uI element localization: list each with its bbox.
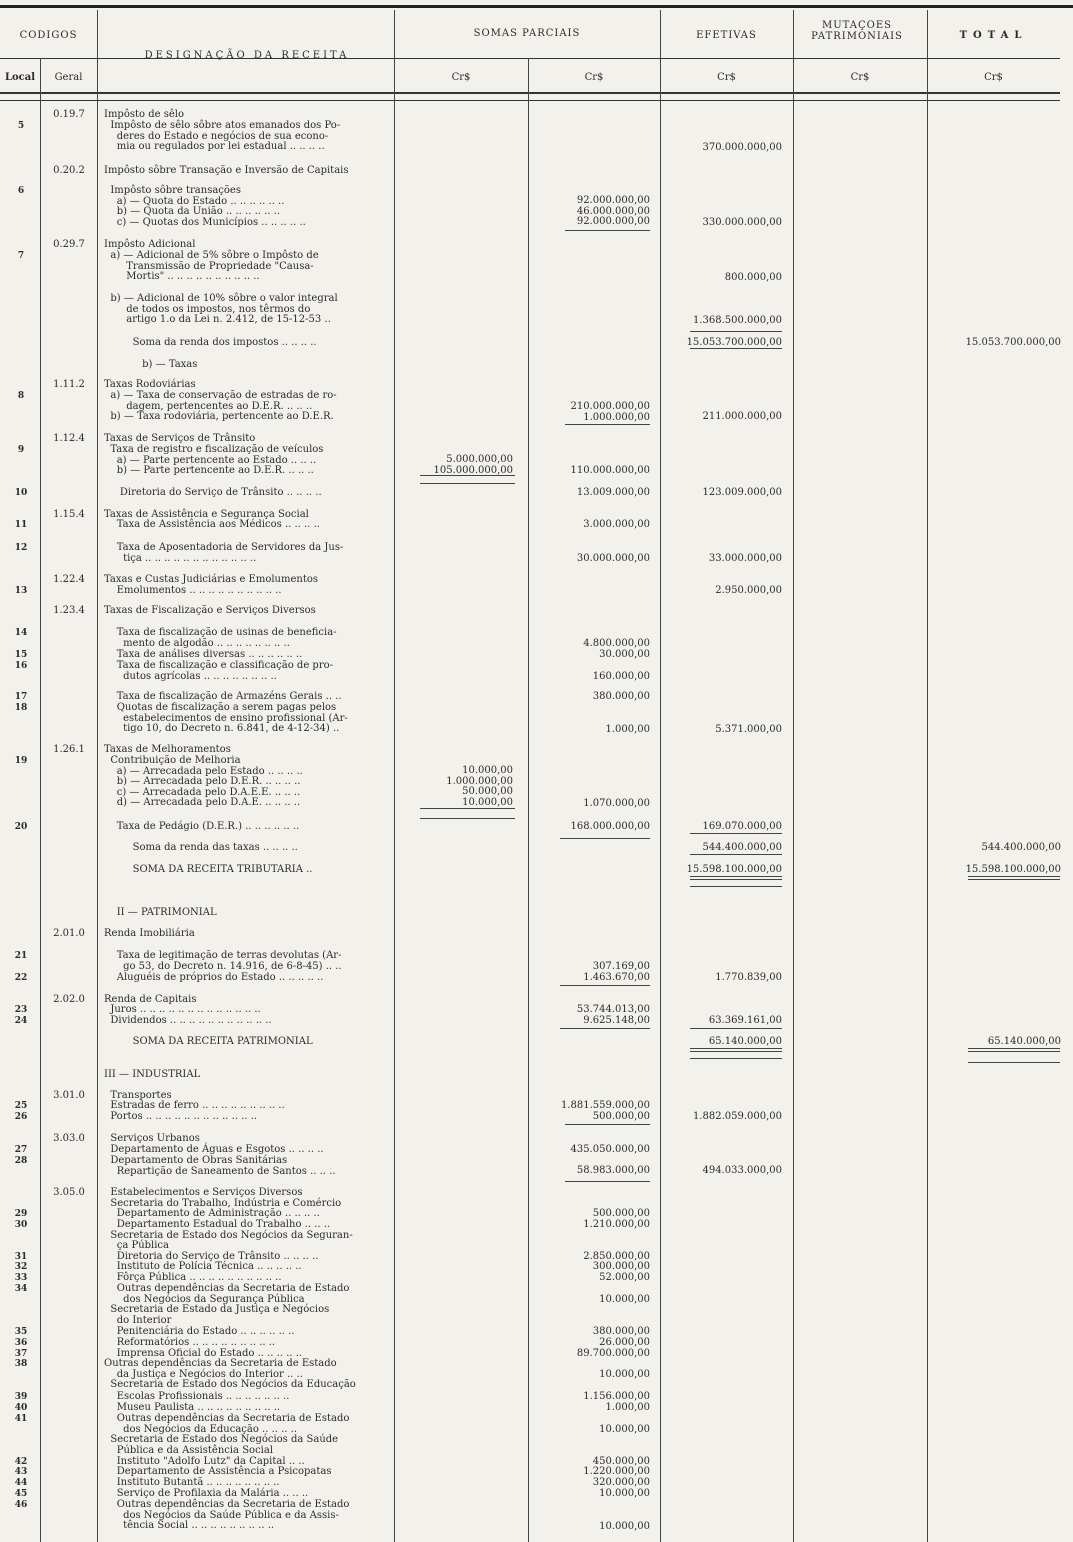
- row-local-code: 5: [17, 121, 25, 131]
- row-partial-sum-2: 52.000,00: [599, 1272, 650, 1283]
- row-partial-sum-2: 320.000,00: [592, 1477, 650, 1488]
- subtotal-rule: [565, 230, 650, 231]
- row-effective-value: 123.009.000,00: [702, 487, 782, 498]
- row-partial-sum-2: 4.800.000,00: [583, 638, 650, 649]
- subtotal-rule: [968, 1062, 1060, 1063]
- row-local-code: 22: [14, 973, 28, 983]
- header-mutacoes: MUTAÇOES PATRIMONIAIS: [811, 20, 903, 42]
- row-partial-sum-2: 380.000,00: [592, 1326, 650, 1337]
- row-local-code: 35: [14, 1327, 28, 1337]
- row-description: Taxa de Assistência aos Médicos .. .. .. ..: [104, 519, 320, 530]
- row-partial-sum-2: 26.000,00: [599, 1337, 650, 1348]
- header-somas-parciais: SOMAS PARCIAIS: [473, 28, 581, 39]
- row-local-code: 18: [14, 703, 28, 713]
- row-description: Renda Imobiliária: [104, 928, 195, 939]
- row-partial-sum-2: 1.070.000,00: [583, 798, 650, 809]
- top-border: [0, 5, 1073, 8]
- currency-label: Cr$: [850, 72, 870, 83]
- row-description: III — INDUSTRIAL: [104, 1069, 201, 1080]
- row-total-value: 65.140.000,00: [987, 1036, 1061, 1047]
- col-sep-efetivas: [793, 10, 794, 1542]
- row-local-code: 25: [14, 1101, 28, 1111]
- row-description: Outras dependências da Secretaria de Estado dos Negócios da Educação .. .. .. .. Secretaria de Estado dos Negócios da Saúde Pública e da Assistência Social: [110, 1413, 350, 1456]
- row-general-code: 1.12.4: [53, 433, 85, 444]
- row-partial-sum-2: 3.000.000,00: [583, 519, 650, 530]
- row-partial-sum-2: 500.000,00: [592, 1208, 650, 1219]
- col-sep-geral: [97, 10, 98, 1542]
- row-partial-sum-2: 450.000,00: [592, 1456, 650, 1467]
- row-partial-sum-2: 10.000,00: [599, 1424, 650, 1435]
- row-local-code: 12: [14, 543, 28, 553]
- row-description: Taxa de fiscalização e classificação de pro- dutos agrícolas .. .. .. .. .. .. .. ..: [116, 660, 333, 682]
- row-local-code: 16: [14, 661, 28, 671]
- row-description: a) — Taxa de conservação de estradas de ro- dagem, pertencentes ao D.E.R. .. .. .. b) — Taxa rodoviária, pertencente ao D.E.R.: [110, 390, 337, 422]
- row-general-code: 1.23.4: [53, 605, 85, 616]
- row-effective-value: 33.000.000,00: [708, 553, 782, 564]
- row-partial-sum-1: 5.000.000,00 105.000.000,00: [433, 454, 513, 476]
- row-description: Taxas Rodoviárias: [104, 379, 196, 390]
- col-sep-local: [40, 58, 41, 1542]
- col-sep-desc: [394, 10, 395, 1542]
- row-local-code: 19: [14, 756, 28, 766]
- row-effective-value: 15.598.100.000,00: [686, 864, 782, 875]
- row-partial-sum-2: 89.700.000,00: [576, 1348, 650, 1359]
- row-local-code: 28: [14, 1156, 28, 1166]
- row-description: b) — Taxas: [104, 359, 198, 370]
- row-partial-sum-2: 110.000.000,00: [570, 465, 650, 476]
- row-description: Escolas Profissionais .. .. .. .. .. .. ..: [104, 1391, 290, 1402]
- row-description: Portos .. .. .. .. .. .. .. .. .. .. .. ..: [104, 1111, 258, 1122]
- row-local-code: 6: [17, 186, 25, 196]
- row-description: Instituto Butantã .. .. .. .. .. .. .. ..: [104, 1477, 280, 1488]
- row-local-code: 41: [14, 1414, 28, 1424]
- row-description: Taxa de Pedágio (D.E.R.) .. .. .. .. .. ..: [104, 821, 300, 832]
- row-local-code: 15: [14, 650, 28, 660]
- row-description: Departamento de Águas e Esgotos .. .. .. ..: [104, 1144, 324, 1155]
- row-local-code: 32: [14, 1262, 28, 1272]
- row-description: Impôsto Adicional: [104, 239, 196, 250]
- row-effective-value: 544.400.000,00: [702, 842, 782, 853]
- row-partial-sum-2: 160.000,00: [592, 671, 650, 682]
- row-general-code: 2.02.0: [53, 994, 85, 1005]
- row-description: Imprensa Oficial do Estado .. .. .. .. ..: [104, 1348, 303, 1359]
- subtotal-rule: [560, 1028, 650, 1029]
- subtotal-rule: [565, 1181, 650, 1182]
- row-local-code: 20: [14, 822, 28, 832]
- row-effective-value: 1.882.059.000,00: [692, 1111, 782, 1122]
- row-partial-sum-2: 30.000.000,00: [576, 553, 650, 564]
- row-local-code: 34: [14, 1284, 28, 1294]
- row-local-code: 29: [14, 1209, 28, 1219]
- header-codigos: CODIGOS: [19, 30, 78, 41]
- row-local-code: 7: [17, 251, 25, 261]
- row-general-code: 2.01.0: [53, 928, 85, 939]
- row-description: Reformatórios .. .. .. .. .. .. .. .. ..: [104, 1337, 276, 1348]
- row-local-code: 11: [14, 520, 28, 530]
- row-local-code: 36: [14, 1338, 28, 1348]
- row-description: Taxas de Serviços de Trânsito: [104, 433, 256, 444]
- row-description: Quotas de fiscalização a serem pagas pelos estabelecimentos de ensino profissional (Ar- tigo 10, do Decreto n. 6.841, de 4-12-34) ..: [116, 702, 348, 734]
- row-local-code: 37: [14, 1349, 28, 1359]
- row-general-code: 3.03.0: [53, 1133, 85, 1144]
- row-partial-sum-2: 1.220.000,00: [583, 1466, 650, 1477]
- row-total-value: 15.053.700.000,00: [965, 337, 1061, 348]
- row-local-code: 24: [14, 1016, 28, 1026]
- row-local-code: 27: [14, 1145, 28, 1155]
- subtotal-rule: [560, 838, 650, 839]
- row-local-code: 10: [14, 488, 28, 498]
- currency-label: Cr$: [717, 72, 736, 83]
- currency-label: Cr$: [984, 72, 1003, 83]
- row-description: Serviço de Profilaxia da Malária .. .. ..: [104, 1488, 309, 1499]
- row-local-code: 14: [14, 628, 28, 638]
- row-local-code: 33: [14, 1273, 28, 1283]
- row-effective-value: 800.000,00: [724, 272, 782, 283]
- row-effective-value: 15.053.700.000,00: [686, 337, 782, 348]
- row-description: Taxa de fiscalização de usinas de beneficia- mento de algodão .. .. .. .. .. .. .. ..: [116, 627, 337, 649]
- subtotal-rule: [690, 1028, 782, 1029]
- row-description: Estradas de ferro .. .. .. .. .. .. .. .. ..: [104, 1100, 285, 1111]
- subtotal-rule: [565, 424, 650, 425]
- row-local-code: 43: [14, 1467, 28, 1477]
- row-partial-sum-2: 92.000.000,00 46.000.000,00 92.000.000,00: [576, 195, 650, 227]
- subtotal-rule: [420, 808, 515, 809]
- header-designacao: DESIGNAÇÃO DA RECEITA: [144, 50, 350, 61]
- row-effective-value: 1.770.839,00: [715, 972, 782, 983]
- row-description: Impôsto sôbre transações a) — Quota do Estado .. .. .. .. .. .. b) — Quota da União .. .. .. .. .. .. c) — Quotas dos Municípios .. .. .. .. ..: [110, 185, 306, 228]
- row-description: Soma da renda das taxas .. .. .. ..: [104, 842, 298, 853]
- row-effective-value: 330.000.000,00: [702, 217, 782, 228]
- row-general-code: 1.11.2: [53, 379, 85, 390]
- row-description: Contribuição de Melhoria a) — Arrecadada pelo Estado .. .. .. .. b) — Arrecadada pelo D.E.R. .. .. .. .. c) — Arrecadada pelo D.A.E.E. .. .. .. d) — Arrecadada pelo D.A.E. .. .. .. ..: [110, 755, 303, 808]
- row-partial-sum-2: 307.169,00 1.463.670,00: [583, 961, 650, 983]
- row-description: Soma da renda dos impostos .. .. .. ..: [104, 337, 317, 348]
- row-description: Impôsto sôbre Transação e Inversão de Capitais: [104, 165, 349, 176]
- row-local-code: 23: [14, 1005, 28, 1015]
- row-description: Renda de Capitais: [104, 994, 197, 1005]
- subtotal-rule: [690, 331, 782, 332]
- row-description: Departamento Estadual do Trabalho .. .. .. Secretaria de Estado dos Negócios da Seguran- ça Pública: [110, 1219, 353, 1251]
- row-local-code: 46: [14, 1500, 28, 1510]
- row-local-code: 8: [17, 391, 25, 401]
- row-partial-sum-2: 380.000,00: [592, 691, 650, 702]
- row-description: SOMA DA RECEITA TRIBUTARIA ..: [104, 864, 313, 875]
- row-local-code: 9: [17, 445, 25, 455]
- row-description: Taxa de fiscalização de Armazéns Gerais .. ..: [104, 691, 342, 702]
- row-description: Outras dependências da Secretaria de Estado dos Negócios da Saúde Pública e da Assis- tência Social .. .. .. .. .. .. .. .. ..: [116, 1499, 350, 1531]
- row-description: Dividendos .. .. .. .. .. .. .. .. .. .. ..: [104, 1015, 272, 1026]
- subtotal-rule: [420, 483, 515, 484]
- row-partial-sum-2: 10.000,00: [599, 1294, 650, 1305]
- row-description: Taxa de legitimação de terras devolutas (Ar- go 53, do Decreto n. 14.916, de 6-8-45) .. ..: [116, 950, 342, 972]
- header-bottom-rule: [0, 100, 1060, 101]
- row-description: a) — Adicional de 5% sôbre o Impôsto de Transmissão de Propriedade "Causa- Mortis" .. .. .. .. .. .. .. .. .. ..: [110, 250, 319, 282]
- currency-label: Cr$: [451, 72, 471, 83]
- subtotal-rule: [690, 348, 782, 349]
- col-sep-parcial: [528, 58, 529, 1542]
- row-local-code: 31: [14, 1252, 28, 1262]
- row-description: Taxa de análises diversas .. .. .. .. .. ..: [104, 649, 303, 660]
- row-effective-value: 2.950.000,00: [715, 585, 782, 596]
- row-total-value: 15.598.100.000,00: [965, 864, 1061, 875]
- row-partial-sum-2: 1.000,00: [605, 1402, 650, 1413]
- header-geral: Geral: [54, 72, 83, 83]
- row-local-code: 38: [14, 1359, 28, 1369]
- subtotal-rule: [420, 475, 515, 476]
- row-partial-sum-2: 30.000,00: [599, 649, 650, 660]
- subtotal-rule: [690, 886, 782, 887]
- row-description: Departamento de Assistência a Psicopatas: [104, 1466, 332, 1477]
- row-description: Departamento de Obras Sanitárias Repartição de Saneamento de Santos .. .. ..: [110, 1155, 336, 1177]
- subtotal-rule: [565, 1124, 650, 1125]
- subtotal-rule: [420, 818, 515, 819]
- row-local-code: 21: [14, 951, 28, 961]
- row-description: Juros .. .. .. .. .. .. .. .. .. .. .. .. ..: [104, 1004, 261, 1015]
- row-partial-sum-2: 1.156.000,00: [583, 1391, 650, 1402]
- row-general-code: 3.01.0: [53, 1090, 85, 1101]
- row-partial-sum-2: 300.000,00: [592, 1261, 650, 1272]
- row-description: Outras dependências da Secretaria de Estado da Justiça e Negócios do Interior .. .. Secretaria de Estado dos Negócios da Educação: [104, 1358, 356, 1390]
- row-description: b) — Adicional de 10% sôbre o valor integral de todos os impostos, nos têrmos do artigo 1.o da Lei n. 2.412, de 15-12-53 ..: [110, 293, 338, 325]
- subtotal-rule: [560, 985, 650, 986]
- row-effective-value: 1.368.500.000,00: [692, 315, 782, 326]
- row-description: Taxas de Assistência e Segurança Social: [104, 509, 309, 520]
- row-description: Outras dependências da Secretaria de Estado dos Negócios da Segurança Pública Secretaria de Estado da Justiça e Negócios do Interior: [110, 1283, 350, 1326]
- row-description: II — PATRIMONIAL: [104, 907, 217, 918]
- row-effective-value: 5.371.000,00: [715, 724, 782, 735]
- row-general-code: 1.15.4: [53, 509, 85, 520]
- row-effective-value: 494.033.000,00: [702, 1165, 782, 1176]
- row-general-code: 0.20.2: [53, 165, 85, 176]
- row-local-code: 42: [14, 1457, 28, 1467]
- row-effective-value: 211.000.000,00: [702, 411, 782, 422]
- row-general-code: 3.05.0: [53, 1187, 85, 1198]
- row-description: Diretoria do Serviço de Trânsito .. .. .. ..: [104, 1251, 319, 1262]
- header-local: Local: [4, 72, 36, 83]
- row-effective-value: 370.000.000,00: [702, 142, 782, 153]
- row-partial-sum-2: 10.000,00: [599, 1369, 650, 1380]
- row-partial-sum-1: 10.000,00 1.000.000,00 50.000,00 10.000,00: [446, 765, 513, 808]
- header-bottom-border: [0, 92, 1060, 94]
- row-description: Impôsto de sêlo: [104, 109, 184, 120]
- row-description: Emolumentos .. .. .. .. .. .. .. .. .. ..: [104, 585, 282, 596]
- row-description: Taxa de Aposentadoria de Servidores da Jus- tiça .. .. .. .. .. .. .. .. .. .. .. ..: [116, 542, 344, 564]
- row-local-code: 39: [14, 1392, 28, 1402]
- row-partial-sum-2: 13.009.000,00: [576, 487, 650, 498]
- row-general-code: 1.22.4: [53, 574, 85, 585]
- row-description: Serviços Urbanos: [104, 1133, 200, 1144]
- row-effective-value: 65.140.000,00: [708, 1036, 782, 1047]
- row-description: Aluguéis de próprios do Estado .. .. .. .. ..: [104, 972, 324, 983]
- row-description: Estabelecimentos e Serviços Diversos Secretaria do Trabalho, Indústria e Comércio: [110, 1187, 342, 1209]
- row-description: SOMA DA RECEITA PATRIMONIAL: [104, 1036, 313, 1047]
- row-local-code: 13: [14, 586, 28, 596]
- row-partial-sum-2: 1.000,00: [605, 724, 650, 735]
- row-description: Transportes: [104, 1090, 172, 1101]
- total-double-rule: [968, 1048, 1060, 1052]
- row-partial-sum-2: 435.050.000,00: [570, 1144, 650, 1155]
- row-description: Instituto "Adolfo Lutz" da Capital .. ..: [104, 1456, 305, 1467]
- header-efetivas: EFETIVAS: [696, 30, 757, 41]
- row-partial-sum-2: 58.983.000,00: [576, 1165, 650, 1176]
- row-description: Taxa de registro e fiscalização de veículos a) — Parte pertencente ao Estado .. .. .. b) — Parte pertencente ao D.E.R. .. .. ..: [110, 444, 324, 476]
- row-local-code: 17: [14, 692, 28, 702]
- row-total-value: 544.400.000,00: [981, 842, 1061, 853]
- row-local-code: 44: [14, 1478, 28, 1488]
- total-double-rule: [690, 876, 782, 880]
- row-description: Penitenciária do Estado .. .. .. .. .. ..: [104, 1326, 295, 1337]
- row-partial-sum-2: 210.000.000,00 1.000.000,00: [570, 401, 650, 423]
- col-sep-somas: [660, 10, 661, 1542]
- row-partial-sum-2: 2.850.000,00: [583, 1251, 650, 1262]
- row-description: Museu Paulista .. .. .. .. .. .. .. .. ..: [104, 1402, 281, 1413]
- subtotal-rule: [690, 833, 782, 834]
- header-total: TOTAL: [959, 30, 1028, 41]
- row-description: Fôrça Pública .. .. .. .. .. .. .. .. .. ..: [104, 1272, 282, 1283]
- row-partial-sum-2: 10.000,00: [599, 1521, 650, 1532]
- row-partial-sum-2: 1.881.559.000,00 500.000,00: [560, 1100, 650, 1122]
- currency-label: Cr$: [584, 72, 604, 83]
- row-effective-value: 63.369.161,00: [708, 1015, 782, 1026]
- total-double-rule: [690, 1048, 782, 1052]
- total-double-rule: [968, 876, 1060, 880]
- row-description: Taxas de Fiscalização e Serviços Diversos: [104, 605, 316, 616]
- row-local-code: 30: [14, 1220, 28, 1230]
- row-partial-sum-2: 168.000.000,00: [570, 821, 650, 832]
- subtotal-rule: [690, 1058, 782, 1059]
- row-description: Taxas de Melhoramentos: [104, 744, 231, 755]
- row-description: Taxas e Custas Judiciárias e Emolumentos: [104, 574, 318, 585]
- row-local-code: 26: [14, 1112, 28, 1122]
- row-description: Departamento de Administração .. .. .. ..: [104, 1208, 320, 1219]
- subtotal-rule: [690, 854, 782, 855]
- row-description: Impôsto de sêlo sôbre atos emanados dos Po- deres do Estado e negócios de sua econo- mia ou regulados por lei estadual .. .. .. ..: [110, 120, 341, 152]
- row-partial-sum-2: 10.000,00: [599, 1488, 650, 1499]
- row-general-code: 0.19.7: [53, 109, 85, 120]
- row-general-code: 0.29.7: [53, 239, 85, 250]
- col-sep-mutacoes: [927, 10, 928, 1542]
- row-general-code: 1.26.1: [53, 744, 85, 755]
- row-description: Instituto de Polícia Técnica .. .. .. .. ..: [104, 1261, 302, 1272]
- row-local-code: 45: [14, 1489, 28, 1499]
- row-partial-sum-2: 53.744.013,00 9.625.148,00: [576, 1004, 650, 1026]
- row-effective-value: 169.070.000,00: [702, 821, 782, 832]
- row-description: Diretoria do Serviço de Trânsito .. .. .. ..: [104, 487, 322, 498]
- row-partial-sum-2: 1.210.000,00: [583, 1219, 650, 1230]
- row-local-code: 40: [14, 1403, 28, 1413]
